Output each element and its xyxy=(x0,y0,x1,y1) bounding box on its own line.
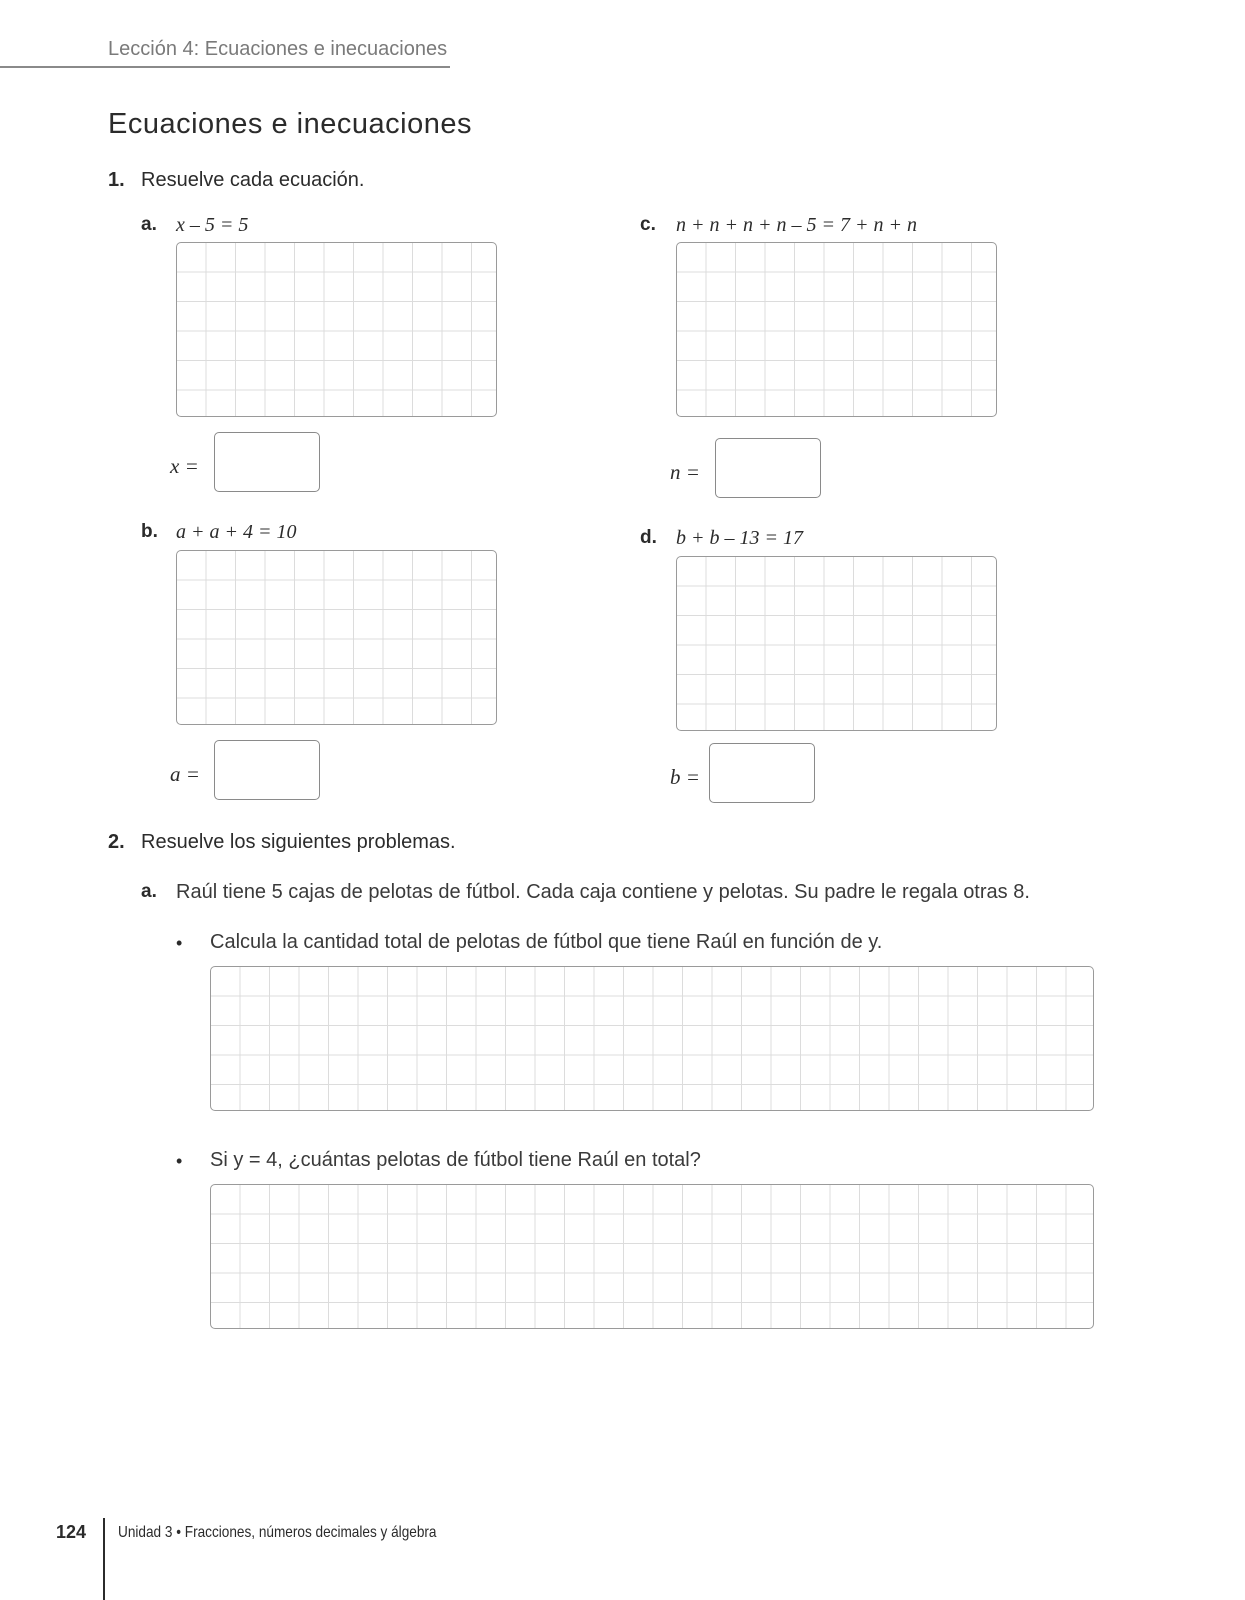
problem-a-bullet-1-work-grid[interactable] xyxy=(210,966,1094,1111)
item-a-answer-box[interactable] xyxy=(214,432,320,492)
lesson-header xyxy=(108,38,447,61)
question-2-number: 2. xyxy=(108,831,125,853)
lesson-title: Ecuaciones e inecuaciones xyxy=(204,38,448,60)
question-2-prompt: Resuelve los siguientes problemas. xyxy=(141,831,456,853)
item-c-equation: n + n + n + n – 5 = 7 + n + n xyxy=(676,214,917,236)
unit-footer: Unidad 3 • Fracciones, números decimales y álgebra xyxy=(118,1524,437,1541)
bullet-icon: • xyxy=(176,1151,183,1171)
item-a-work-grid[interactable] xyxy=(176,242,497,417)
bullet-icon: • xyxy=(176,933,183,953)
item-a-letter: a. xyxy=(141,214,157,235)
lesson-label: Lección 4: xyxy=(108,38,200,60)
item-b-work-grid[interactable] xyxy=(176,550,497,725)
item-b-letter: b. xyxy=(141,521,158,542)
problem-a-bullet-2-work-grid[interactable] xyxy=(210,1184,1094,1329)
item-b-answer-label: a = xyxy=(170,762,200,786)
problem-a-text: Raúl tiene 5 cajas de pelotas de fútbol. Cada caja contiene y pelotas. Su padre le regala otras 8. xyxy=(176,881,1030,903)
item-c-letter: c. xyxy=(640,214,656,235)
question-1-prompt: Resuelve cada ecuación. xyxy=(141,169,365,191)
item-b-equation: a + a + 4 = 10 xyxy=(176,521,297,543)
item-c-answer-label: n = xyxy=(670,460,700,484)
item-b-answer-box[interactable] xyxy=(214,740,320,800)
problem-a-bullet-2: Si y = 4, ¿cuántas pelotas de fútbol tiene Raúl en total? xyxy=(210,1149,701,1171)
problem-a-letter: a. xyxy=(141,881,157,902)
item-d-letter: d. xyxy=(640,527,657,548)
item-d-answer-box[interactable] xyxy=(709,743,815,803)
item-c-answer-box[interactable] xyxy=(715,438,821,498)
item-d-answer-label: b = xyxy=(670,765,700,789)
item-a-answer-label: x = xyxy=(170,454,199,478)
item-a-equation: x – 5 = 5 xyxy=(176,214,249,236)
problem-a-bullet-1: Calcula la cantidad total de pelotas de fútbol que tiene Raúl en función de y. xyxy=(210,931,883,953)
page-number: 124 xyxy=(56,1522,87,1542)
item-d-work-grid[interactable] xyxy=(676,556,997,731)
item-c-work-grid[interactable] xyxy=(676,242,997,417)
footer-rule xyxy=(103,1518,105,1600)
item-d-equation: b + b – 13 = 17 xyxy=(676,527,803,549)
header-rule xyxy=(0,66,450,68)
page-title: Ecuaciones e inecuaciones xyxy=(108,108,472,140)
question-1-number: 1. xyxy=(108,169,125,191)
